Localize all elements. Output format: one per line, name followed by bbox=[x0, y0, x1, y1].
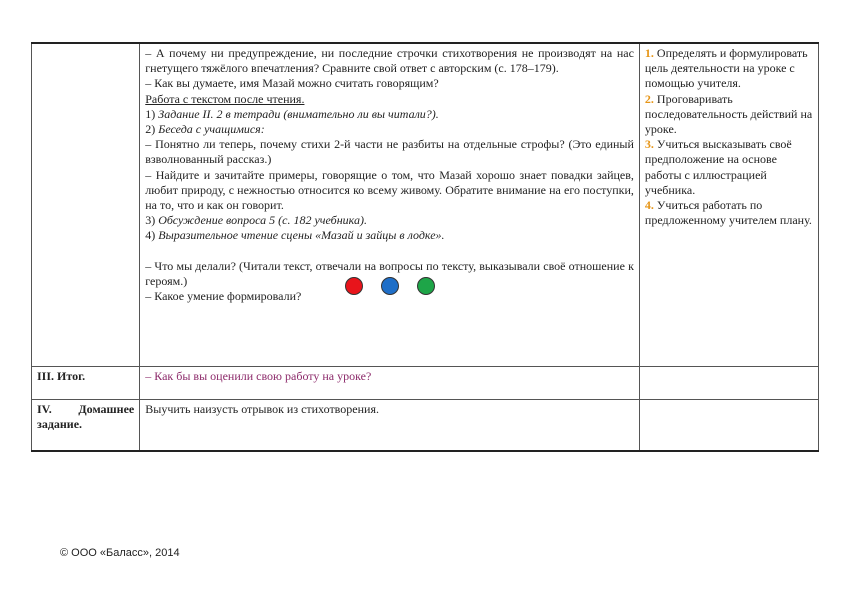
goal-item: 1. Определять и формулировать цель деятельности на уроке с помощью учителя. bbox=[644, 46, 808, 91]
list-item: 4) Выразительное чтение сцены «Мазай и зайцы в лодке». bbox=[145, 228, 445, 243]
question-text: – Какое умение формировали? bbox=[145, 289, 302, 304]
stage-label: IV. Домашнее задание. bbox=[32, 400, 140, 452]
table-row bbox=[32, 367, 819, 400]
summary-question: – Как бы вы оценили свою работу на уроке? bbox=[140, 367, 640, 400]
stage-cell bbox=[32, 43, 140, 367]
lesson-table bbox=[31, 42, 819, 452]
stage-label: III. Итог. bbox=[32, 367, 140, 400]
activity-cell bbox=[140, 43, 640, 367]
question-text: – А почему ни предупреждение, ни последние строчки стихотворения не производят на нас гнетущего тяжёлого впечатления? Сравните свой ответ с авторским (с. 178–179). bbox=[145, 46, 634, 76]
list-item: 3) Обсуждение вопроса 5 (с. 182 учебника). bbox=[145, 213, 367, 228]
goal-item: 4. Учиться работать по предложенному учителем плану. bbox=[644, 198, 812, 228]
empty-cell bbox=[639, 400, 818, 452]
goals-cell bbox=[639, 43, 818, 367]
question-text: – Как вы думаете, имя Мазай можно считать говорящим? bbox=[145, 76, 439, 91]
copyright-text: © ООО «Баласс», 2014 bbox=[60, 547, 180, 559]
red-circle-icon bbox=[345, 277, 363, 295]
goal-item: 3. Учиться высказывать своё предположение на основе работы с иллюстрацией учебника. bbox=[644, 137, 792, 197]
homework-text: Выучить наизусть отрывок из стихотворения. bbox=[140, 400, 640, 452]
question-text: – Понятно ли теперь, почему стихи 2-й части не разбиты на отдельные строфы? (Это единый взволнованный рассказ.) bbox=[145, 137, 634, 167]
section-heading: Работа с текстом после чтения. bbox=[145, 91, 305, 106]
table-row bbox=[32, 43, 819, 367]
goal-item: 2. Проговаривать последовательность действий на уроке. bbox=[644, 91, 813, 137]
table-row bbox=[32, 400, 819, 452]
question-text: – Найдите и зачитайте примеры, говорящие о том, что Мазай хорошо знает повадки зайцев, любит природу, с нежностью относится ко всему живому. Обратите внимание на его поступки, на то, что и как он говорит. bbox=[145, 167, 634, 213]
traffic-light-dots bbox=[345, 277, 435, 295]
blue-circle-icon bbox=[381, 277, 399, 295]
skill-question-row bbox=[145, 289, 634, 304]
green-circle-icon bbox=[417, 277, 435, 295]
summary-text: – Что мы делали? (Читали текст, отвечали на вопросы по тексту, выказывали своё отношение к героям.) bbox=[145, 258, 634, 288]
list-item: 2) Беседа с учащимися: bbox=[145, 122, 265, 137]
list-item: 1) Задание II. 2 в тетради (внимательно ли вы читали?). bbox=[145, 106, 439, 121]
empty-cell bbox=[639, 367, 818, 400]
